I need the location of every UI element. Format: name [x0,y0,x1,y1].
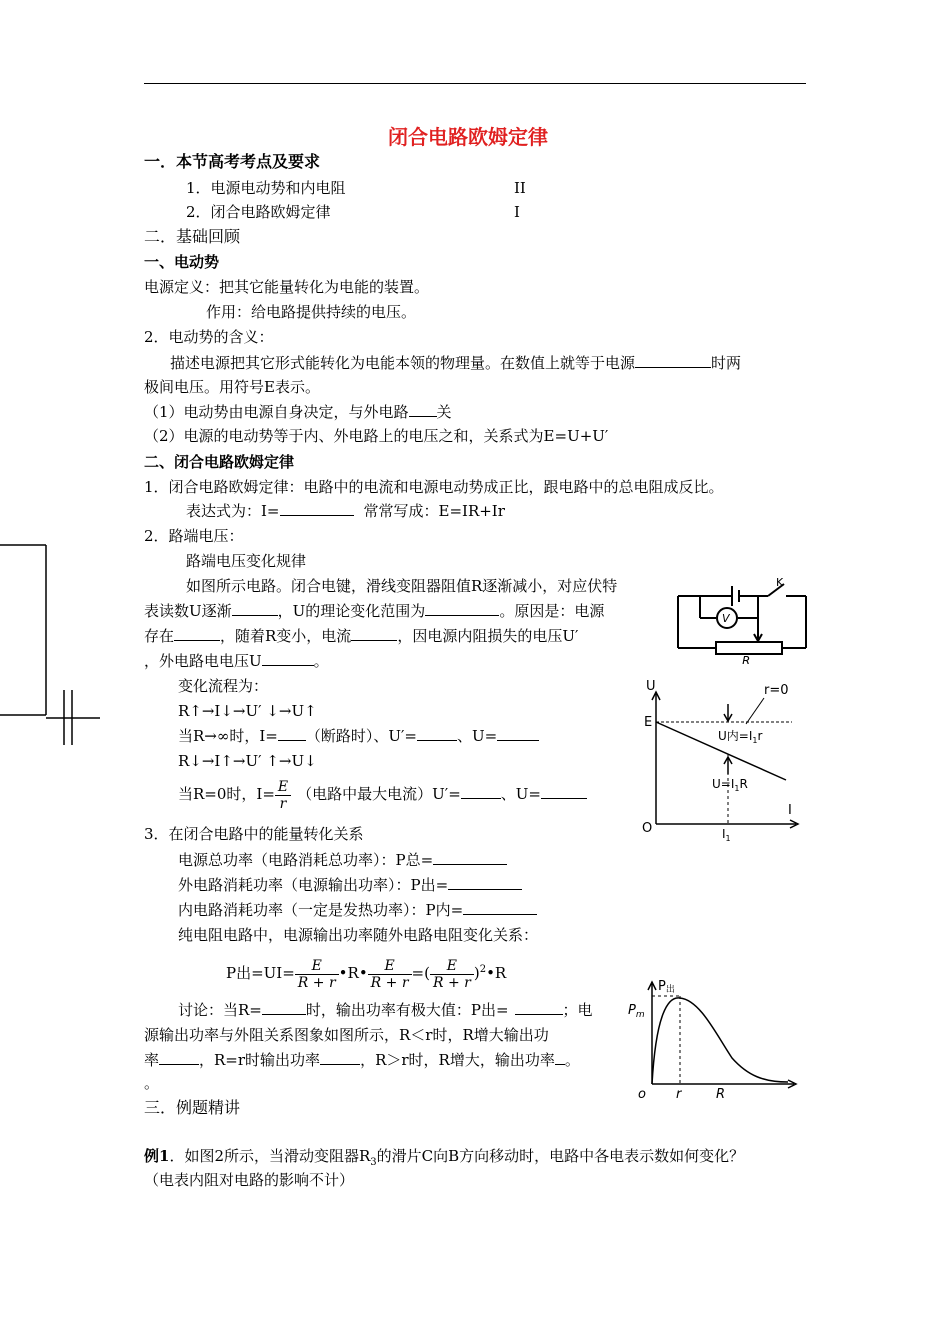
power-output: 外电路消耗功率（电源输出功率）：P出= [178,875,522,895]
discussion-line-2: 源输出功率与外阻关系图象如图所示，R＜r时，R增大输出功 [144,1026,549,1044]
example-1-line-1: 例1．如图2所示，当滑动变阻器$R_3$的滑片C向B方向移动时，电路中各电表示数如何变化？ [144,1147,745,1168]
blank[interactable] [541,784,587,799]
blank[interactable] [262,1000,306,1015]
fraction-e-over-r-plus-r: $\frac{E}{R + r}$ [430,958,474,991]
terminal-para-4: ，外电路电电压U 。 [144,652,329,670]
internal-voltage-label: U内$=I_1r$ [718,729,763,745]
current-label: $I_1$ [722,827,731,843]
pure-resistor-line: 纯电阻电路中，电源输出功率随外电路电阻变化关系： [178,926,539,944]
emf-role: 作用：给电路提供持续的电压。 [206,303,417,321]
flow-line-4: 当R=0时，I= $\frac{E}{r}$ （电路中最大电流）U′= 、U= [178,776,587,812]
x-axis-label: I [788,803,792,818]
terminal-para-2: 表读数U逐渐 ，U的理论变化范围为 。原因是：电源 [144,602,605,620]
blank[interactable] [409,402,437,417]
blank[interactable] [463,900,537,915]
blank[interactable] [433,850,507,865]
sec2-heading: 二．基础回顾 [144,227,241,246]
flow-line-1: R↑→I↓→U′ ↓→U↑ [178,702,317,720]
emf-definition: 电源定义：把其它能量转化为电能的装置。 [144,278,430,296]
ohm-expression: 表达式为：I= 常常写成：E=IR+Ir [186,502,505,520]
R-label: R [716,1087,726,1102]
fraction-e-over-r-plus-r: $\frac{E}{R + r}$ [368,958,412,991]
r0-label: r=0 [764,683,789,698]
terminal-subheading: 路端电压变化规律 [186,552,307,570]
page-title: 闭合电路欧姆定律 [388,125,548,149]
emf-heading: 一、电动势 [144,253,220,271]
resistor-label: R [742,654,751,664]
emf-meaning-heading: 2．电动势的含义： [144,328,274,346]
emf-meaning-line2: 极间电压。用符号E表示。 [144,378,320,396]
blank[interactable] [232,601,278,616]
e-label: E [644,715,653,730]
sec1-item1: 1．电源电动势和内电阻 [186,179,346,197]
power-formula: P出=UI= $\frac{E}{R + r}$ •R• $\frac{E}{R + r}$ =( $\frac{E}{R + r}$ )$^2$•R [226,957,507,991]
blank[interactable] [320,1050,360,1065]
power-total: 电源总功率（电路消耗总功率）：P总= [178,850,507,870]
origin-label: o [638,1087,646,1102]
blank[interactable] [448,875,522,890]
blank[interactable] [555,1050,565,1065]
flow-line-3: R↓→I↑→U′ ↑→U↓ [178,752,317,770]
header-rule [144,83,806,84]
sec1-item1-level: II [514,179,526,197]
example-1-line-2: （电表内阻对电路的影响不计） [144,1171,355,1189]
ohm-heading: 二、闭合电路欧姆定律 [144,453,295,471]
blank[interactable] [351,626,397,641]
discussion-line-3: 率 ，R=r时输出功率 ，R＞r时，R增大，输出功率 。 [144,1051,580,1069]
y-axis-label: P出 [658,979,675,995]
binding-marks [0,540,110,750]
blank[interactable] [280,501,354,516]
blank[interactable] [497,726,539,741]
blank[interactable] [262,651,314,666]
blank[interactable] [159,1050,199,1065]
blank[interactable] [425,601,499,616]
circuit-diagram [672,572,812,664]
u-i-graph [636,676,812,846]
discussion-line-4: 。 [144,1074,160,1092]
energy-heading: 3．在闭合电路中的能量转化关系 [144,825,364,843]
terminal-para-3: 存在 ，随着R变小，电流 ，因电源内阻损失的电压U′ [144,627,579,645]
blank[interactable] [635,353,711,368]
note-2: （2）电源的电动势等于内、外电路上的电压之和，关系式为E=U+U′ [144,427,609,445]
blank[interactable] [461,784,501,799]
fraction-e-over-r: $\frac{E}{r}$ [275,779,291,812]
sec1-item2-level: I [514,203,520,221]
flow-heading: 变化流程为： [178,677,269,695]
switch-label: K [776,576,784,589]
emf-meaning-line1: 描述电源把其它形式能转化为电能本领的物理量。在数值上就等于电源 时两 [170,354,742,372]
sec3-heading: 三．例题精讲 [144,1098,241,1117]
terminal-para-1: 如图所示电路。闭合电键，滑线变阻器阻值R逐渐减小，对应伏特 [186,577,618,595]
voltmeter-label: V [722,612,730,625]
blank[interactable] [515,1000,563,1015]
fraction-e-over-r-plus-r: $\frac{E}{R + r}$ [295,958,339,991]
blank[interactable] [174,626,220,641]
sec1-item2: 2．闭合电路欧姆定律 [186,203,331,221]
r-label: r [676,1087,682,1102]
flow-line-2: 当R→∞时，I= （断路时）、U′= 、U= [178,726,539,746]
power-internal: 内电路消耗功率（一定是发热功率）：P内= [178,900,537,920]
ohm-law: 1．闭合电路欧姆定律：电路中的电流和电源电动势成正比，跟电路中的总电阻成反比。 [144,478,724,496]
external-voltage-label: $U=I_1R$ [712,777,748,793]
y-axis-label: U [646,679,656,694]
p-r-graph [624,974,800,1104]
note-1: （1）电动势由电源自身决定，与外电路 关 [144,403,452,421]
max-power-label: $P_m$ [628,1003,645,1020]
terminal-heading: 2．路端电压： [144,527,244,545]
origin-label: O [642,821,653,836]
discussion-line-1: 讨论：当R= 时，输出功率有极大值：P出= ；电 [178,1001,593,1019]
sec1-heading: 一．本节高考考点及要求 [144,152,321,171]
blank[interactable] [417,726,457,741]
blank[interactable] [278,726,306,741]
